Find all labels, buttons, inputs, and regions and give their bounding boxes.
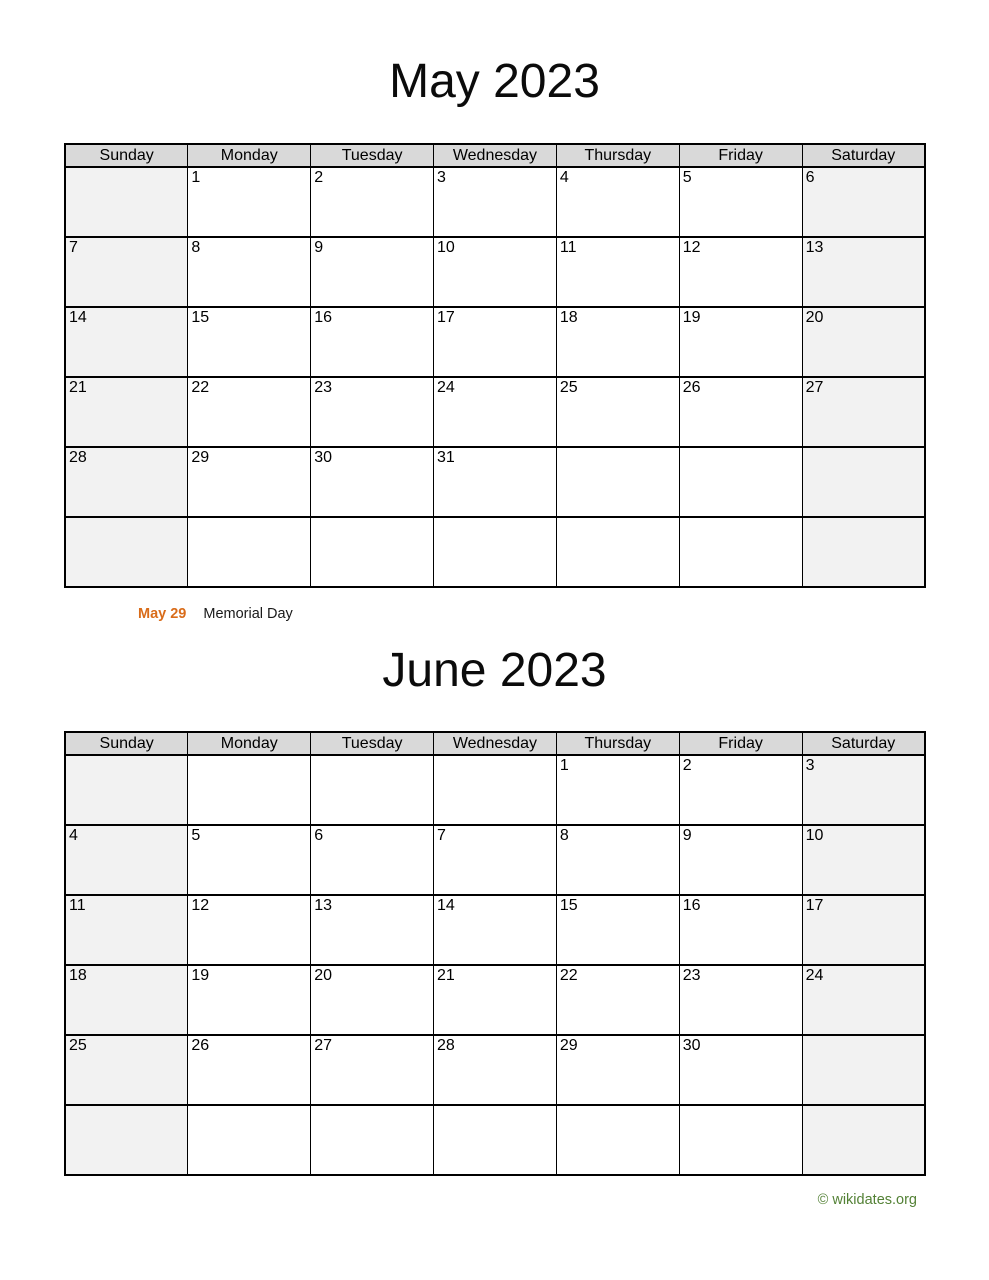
day-cell-10: 10: [434, 237, 557, 307]
day-cell-empty: [65, 1105, 188, 1175]
day-cell-16: 16: [311, 307, 434, 377]
day-cell-25: 25: [65, 1035, 188, 1105]
day-header-friday: Friday: [679, 732, 802, 755]
day-header-sunday: Sunday: [65, 732, 188, 755]
day-header-friday: Friday: [679, 144, 802, 167]
day-cell-9: 9: [311, 237, 434, 307]
day-cell-empty: [434, 755, 557, 825]
day-cell-2: 2: [311, 167, 434, 237]
day-header-thursday: Thursday: [556, 732, 679, 755]
day-header-saturday: Saturday: [802, 144, 925, 167]
day-header-wednesday: Wednesday: [434, 732, 557, 755]
day-cell-empty: [188, 517, 311, 587]
day-header-monday: Monday: [188, 732, 311, 755]
day-cell-19: 19: [679, 307, 802, 377]
day-cell-30: 30: [679, 1035, 802, 1105]
day-cell-29: 29: [188, 447, 311, 517]
day-cell-13: 13: [802, 237, 925, 307]
month-title-june: June 2023: [382, 644, 607, 697]
day-cell-29: 29: [556, 1035, 679, 1105]
day-cell-empty: [311, 755, 434, 825]
day-cell-14: 14: [65, 307, 188, 377]
day-cell-empty: [679, 517, 802, 587]
day-cell-5: 5: [679, 167, 802, 237]
day-cell-empty: [188, 1105, 311, 1175]
site-credit-link[interactable]: © wikidates.org: [817, 1192, 917, 1208]
day-cell-4: 4: [65, 825, 188, 895]
holiday-date: May 29: [138, 606, 187, 622]
day-cell-15: 15: [556, 895, 679, 965]
day-cell-empty: [311, 1105, 434, 1175]
day-cell-18: 18: [556, 307, 679, 377]
day-cell-16: 16: [679, 895, 802, 965]
day-cell-22: 22: [188, 377, 311, 447]
day-cell-1: 1: [556, 755, 679, 825]
day-cell-empty: [65, 517, 188, 587]
day-cell-2: 2: [679, 755, 802, 825]
day-cell-18: 18: [65, 965, 188, 1035]
day-cell-26: 26: [188, 1035, 311, 1105]
day-cell-empty: [802, 1035, 925, 1105]
calendar-grid-may: [64, 143, 926, 588]
day-cell-empty: [556, 517, 679, 587]
day-cell-20: 20: [802, 307, 925, 377]
day-cell-21: 21: [65, 377, 188, 447]
day-cell-28: 28: [434, 1035, 557, 1105]
day-cell-17: 17: [802, 895, 925, 965]
day-cell-31: 31: [434, 447, 557, 517]
day-cell-empty: [188, 755, 311, 825]
day-cell-28: 28: [65, 447, 188, 517]
day-cell-8: 8: [188, 237, 311, 307]
day-cell-3: 3: [802, 755, 925, 825]
day-cell-8: 8: [556, 825, 679, 895]
holiday-label: Memorial Day: [203, 606, 293, 622]
day-cell-11: 11: [65, 895, 188, 965]
day-cell-5: 5: [188, 825, 311, 895]
day-cell-11: 11: [556, 237, 679, 307]
day-cell-3: 3: [434, 167, 557, 237]
day-cell-30: 30: [311, 447, 434, 517]
day-cell-empty: [311, 517, 434, 587]
day-cell-24: 24: [802, 965, 925, 1035]
day-cell-4: 4: [556, 167, 679, 237]
day-cell-empty: [802, 447, 925, 517]
day-cell-14: 14: [434, 895, 557, 965]
day-cell-7: 7: [434, 825, 557, 895]
day-cell-26: 26: [679, 377, 802, 447]
day-cell-22: 22: [556, 965, 679, 1035]
day-cell-empty: [434, 517, 557, 587]
holiday-note: [138, 606, 293, 622]
day-cell-20: 20: [311, 965, 434, 1035]
calendar-grid-june: [64, 731, 926, 1176]
day-cell-empty: [434, 1105, 557, 1175]
day-cell-7: 7: [65, 237, 188, 307]
day-cell-10: 10: [802, 825, 925, 895]
day-cell-13: 13: [311, 895, 434, 965]
day-cell-empty: [802, 1105, 925, 1175]
day-cell-17: 17: [434, 307, 557, 377]
day-cell-25: 25: [556, 377, 679, 447]
day-header-monday: Monday: [188, 144, 311, 167]
day-cell-empty: [556, 447, 679, 517]
day-cell-1: 1: [188, 167, 311, 237]
day-cell-15: 15: [188, 307, 311, 377]
day-cell-empty: [802, 517, 925, 587]
day-cell-empty: [556, 1105, 679, 1175]
day-cell-23: 23: [311, 377, 434, 447]
day-cell-empty: [65, 167, 188, 237]
day-cell-12: 12: [188, 895, 311, 965]
day-cell-27: 27: [802, 377, 925, 447]
day-cell-24: 24: [434, 377, 557, 447]
day-cell-empty: [679, 447, 802, 517]
day-cell-21: 21: [434, 965, 557, 1035]
day-header-sunday: Sunday: [65, 144, 188, 167]
day-cell-27: 27: [311, 1035, 434, 1105]
day-header-saturday: Saturday: [802, 732, 925, 755]
day-cell-23: 23: [679, 965, 802, 1035]
day-header-thursday: Thursday: [556, 144, 679, 167]
day-header-wednesday: Wednesday: [434, 144, 557, 167]
month-title-may: May 2023: [389, 55, 600, 108]
day-cell-6: 6: [802, 167, 925, 237]
day-cell-6: 6: [311, 825, 434, 895]
day-header-tuesday: Tuesday: [311, 144, 434, 167]
day-cell-9: 9: [679, 825, 802, 895]
day-cell-empty: [679, 1105, 802, 1175]
day-cell-19: 19: [188, 965, 311, 1035]
day-cell-12: 12: [679, 237, 802, 307]
day-cell-empty: [65, 755, 188, 825]
day-header-tuesday: Tuesday: [311, 732, 434, 755]
